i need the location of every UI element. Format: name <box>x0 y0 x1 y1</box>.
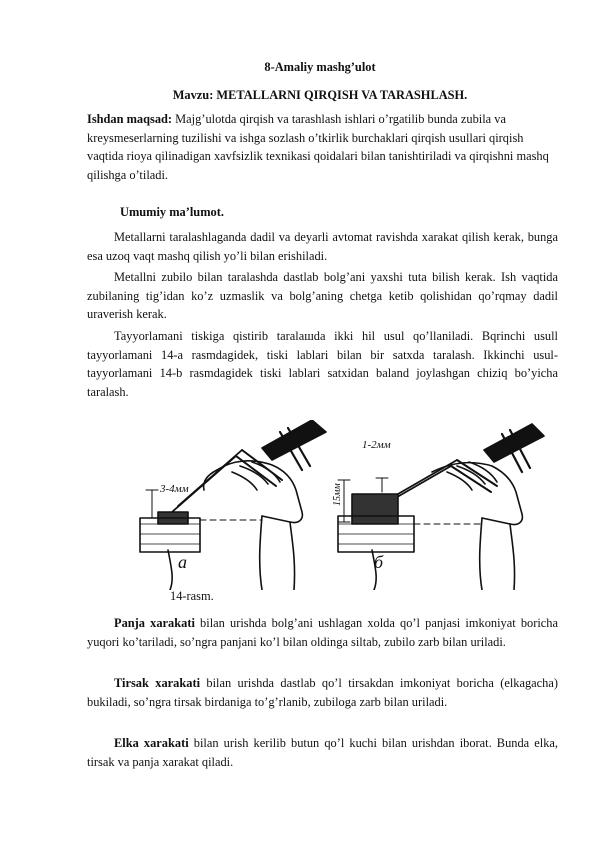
right-workpiece <box>352 494 398 524</box>
label-a: а <box>178 552 187 572</box>
document-title: 8-Amaliy mashg’ulot <box>264 60 376 74</box>
document-topic: Mavzu: METALLARNI QIRQISH VA TARASHLASH. <box>172 88 468 102</box>
right-hand-outline <box>432 463 522 525</box>
goal-label: Ishdan maqsad: <box>87 112 173 126</box>
paragraph-elka <box>87 734 558 771</box>
label-b-height: 15мм <box>332 483 343 506</box>
goal-text: Majg’ulotda qirqish va tarashlash ishlari o’rgatilib bunda zubila va kreysmeserlarning tuzilishi va ishga sozlash o’tkirlik burchaklari qirqish usullari qirqish vaqtida rioya qilinadigan xavfsizlik texnikasi qoidalari bilan tanishtiriladi va qirqishni mashq qilishga o’tiladi. <box>87 112 549 182</box>
elka-label: Elka xarakati <box>114 736 189 750</box>
paragraph-panja <box>87 614 558 651</box>
figure-14-illustration <box>112 420 552 590</box>
tirsak-text: bilan urishda dastlab qo’l tirsakdan imkoniyat boricha (elkagacha) bukiladi, so’ngra tirsak birdaniga to’g’rlanib, zubiloga zarb bilan uriladi. <box>87 676 558 709</box>
panja-text: bilan urishda bolg’ani ushlagan xolda qo’l panjasi imkoniyat boricha yuqori ko’tariladi, so’ngra panjani ko’l bilan oldinga siltab, zubilo zarb bilan uriladi. <box>87 616 558 649</box>
paragraph-tirsak <box>87 674 558 711</box>
elka-text: bilan urish kerilib butun qo’l kuchi bilan urishdan iborat. Bunda elka, tirsak va panja xarakat qiladi. <box>87 736 559 769</box>
general-heading: Umumiy ma’lumot. <box>120 205 224 219</box>
tirsak-label: Tirsak xarakati <box>114 676 201 690</box>
paragraph-1: Metallarni taralashlaganda dadil va deyarli avtomat ravishda xarakat qilish kerak, bunga esa uzoq vaqt mashq qilish yo’li bilan erishiladi. <box>87 230 558 263</box>
panja-label: Panja xarakati <box>114 616 195 630</box>
figure-caption: 14-rasm. <box>170 589 214 603</box>
label-a-dimension: 3-4мм <box>160 483 189 495</box>
goal-paragraph <box>87 110 558 184</box>
paragraph-3: Tayyorlamani tiskiga qistirib taralaшda ikki hil usul qo’llaniladi. Bqrinchi usull tayyorlamani 14-a rasmdagidek, tiski lablari bilan bir satxda taralash. Ikkinchi usul-tayyorlamani 14-b rasmdagidek tiski lablari satxidan baland joylashgan chiziq bo’yicha taralash. <box>87 329 558 399</box>
left-hand-outline <box>217 461 302 523</box>
label-b-dimension: 1-2мм <box>362 439 391 451</box>
label-b: б <box>374 552 384 572</box>
paragraph-2: Metallni zubilo bilan taralashda dastlab bolg’ani yaxshi tuta bilish kerak. Ish vaqtida zubilaning tig’idan ko’z uzmaslik va bolg’aning chetga ketib qolishidan qo’rqmay dadil uraverish kerak. <box>87 270 558 322</box>
